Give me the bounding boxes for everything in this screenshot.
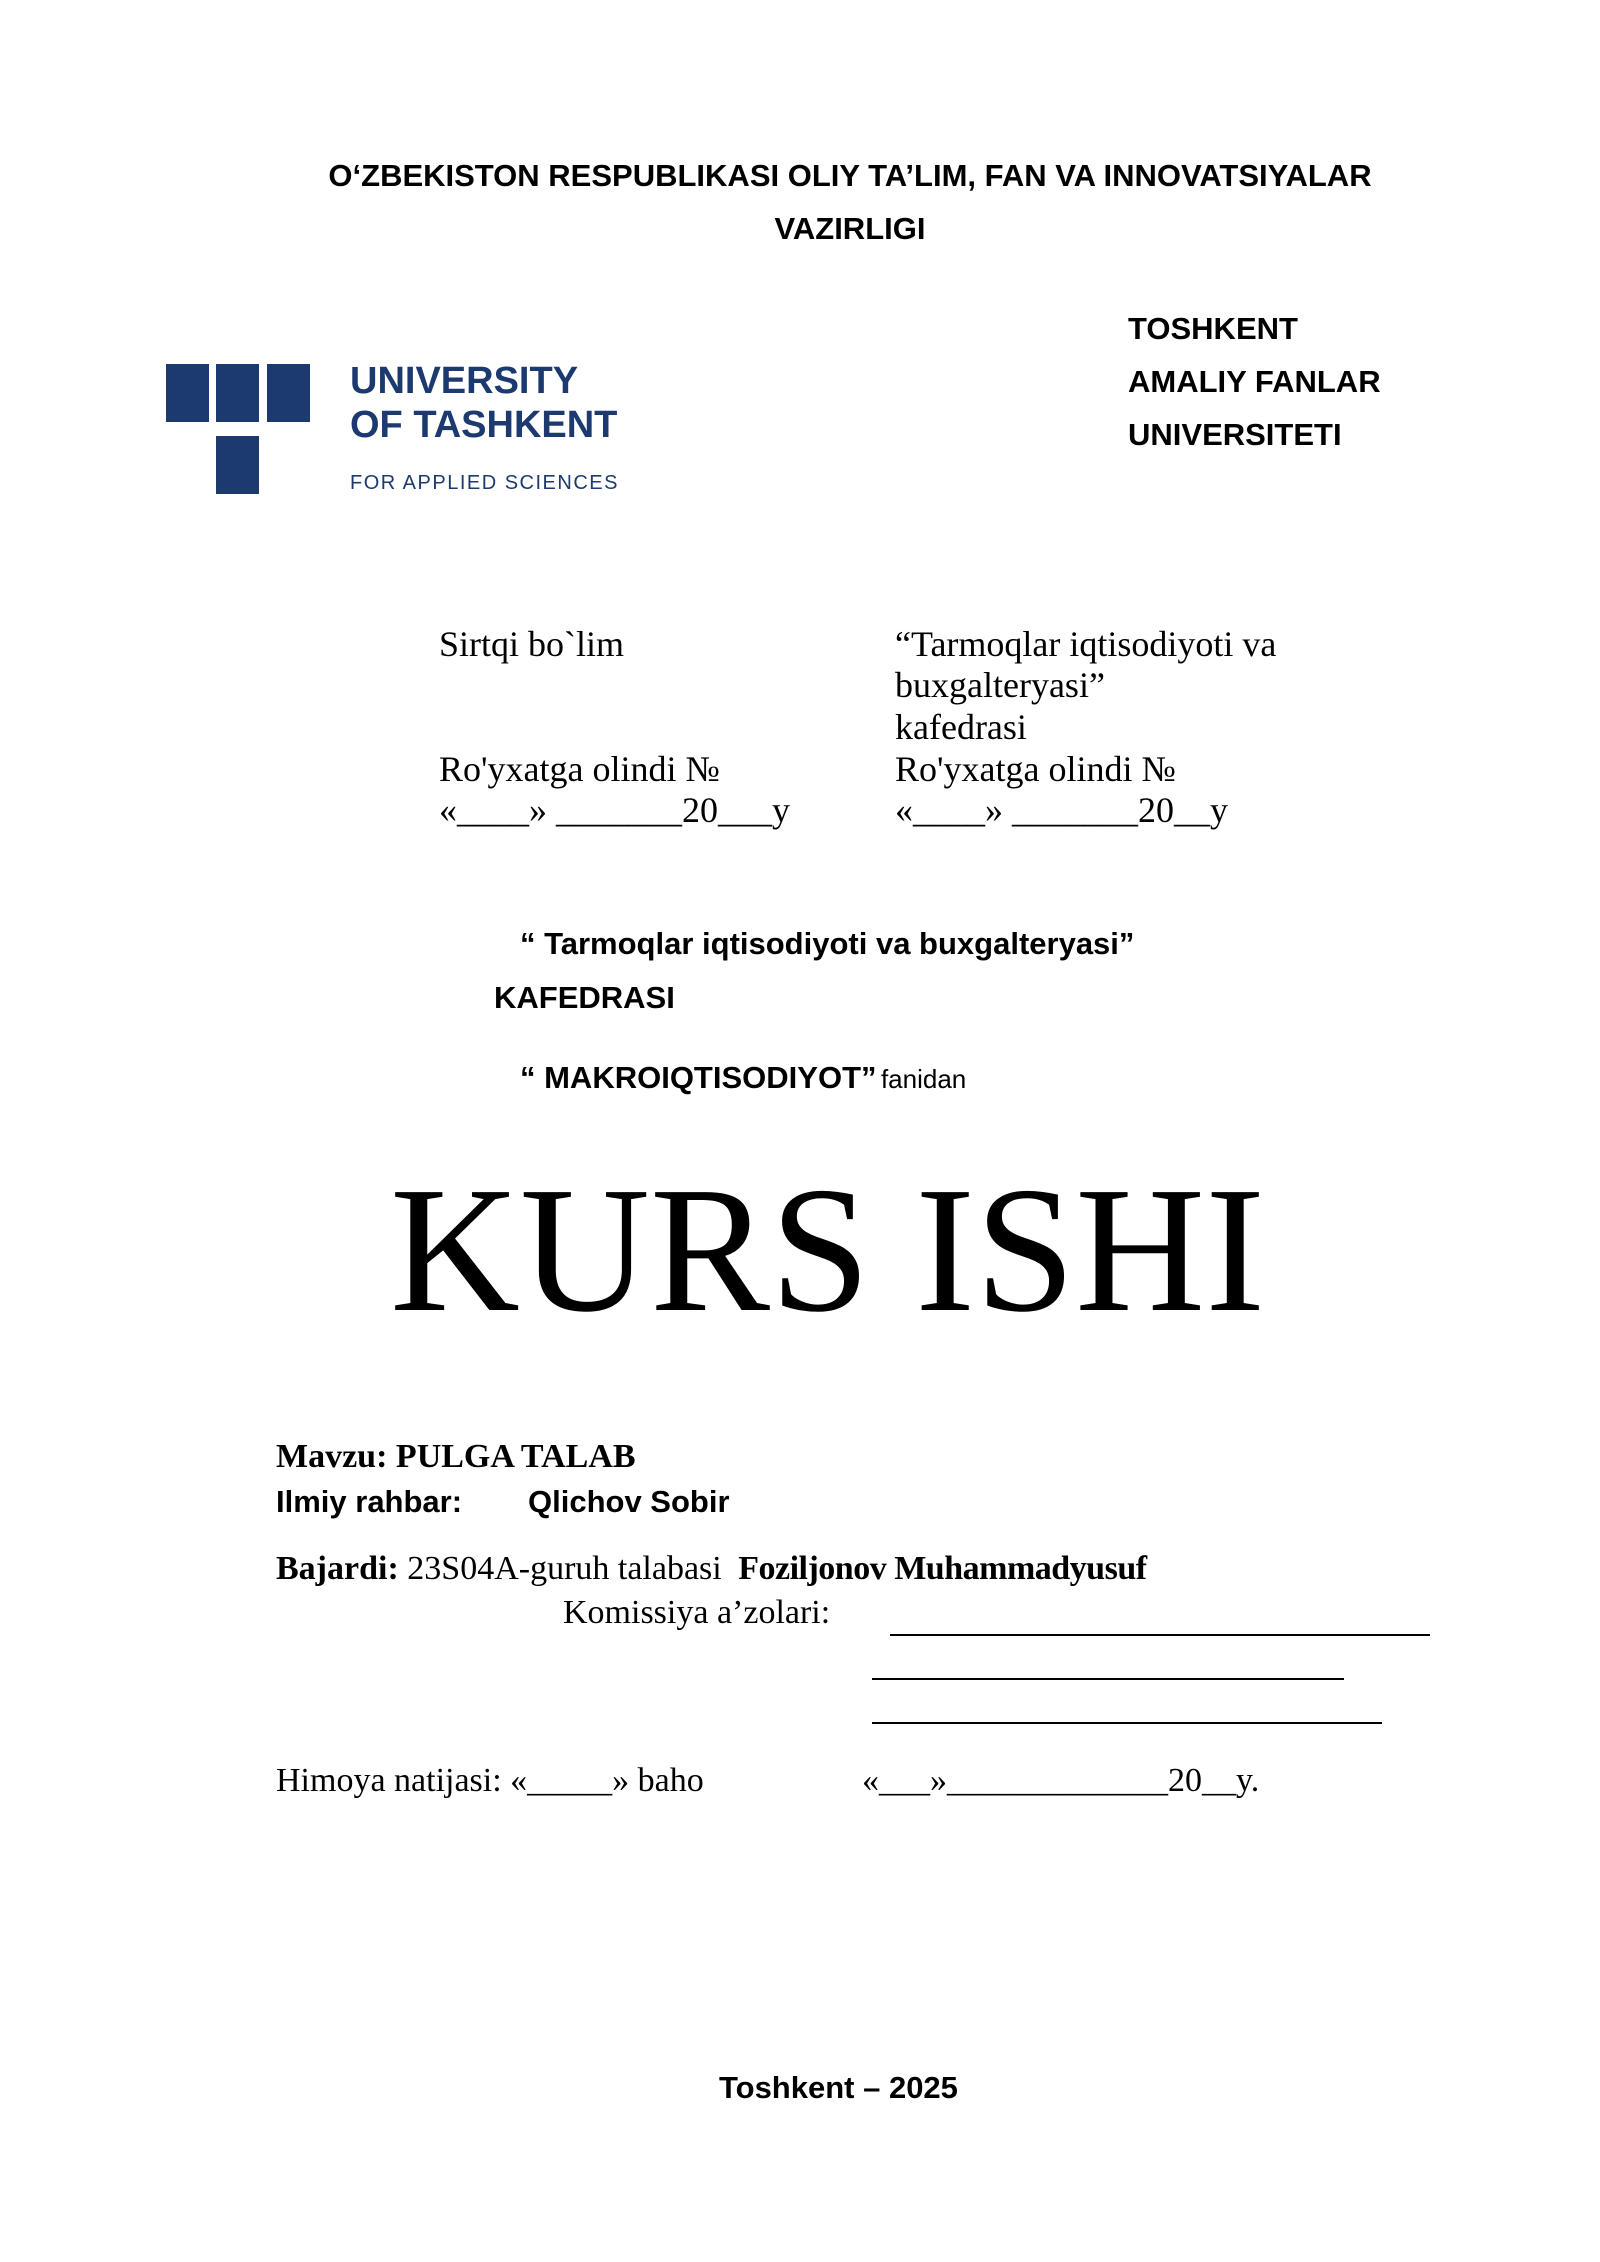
university-name-line1: TOSHKENT (1128, 311, 1298, 346)
university-logo-icon (166, 364, 310, 494)
advisor-value: Qlichov Sobir (528, 1484, 730, 1519)
commission-signature-line-3 (872, 1722, 1382, 1724)
right-department-line1: “Tarmoqlar iqtisodiyoti va (895, 624, 1277, 664)
subject-name: “ MAKROIQTISODIYOT” (520, 1060, 877, 1095)
logo-text-line2: OF TASHKENT (350, 404, 618, 446)
done-line (276, 1550, 1147, 1588)
topic-label: Mavzu: (276, 1438, 388, 1475)
subject-suffix: fanidan (880, 1064, 967, 1094)
logo-text-line3: FOR APPLIED SCIENCES (350, 472, 619, 494)
department-title: “ Tarmoqlar iqtisodiyoti va buxgalteryasi” (520, 926, 1135, 961)
commission-label: Komissiya a’zolari: (563, 1594, 831, 1631)
done-label: Bajardi: (276, 1550, 399, 1587)
right-registration-date: «____» _______20__y (895, 790, 1228, 830)
topic-line (276, 1438, 636, 1476)
subject-line (520, 1060, 966, 1096)
department-subtitle: KAFEDRASI (494, 980, 675, 1015)
advisor-label: Ilmiy rahbar: (276, 1484, 463, 1519)
topic-value: PULGA TALAB (395, 1438, 636, 1475)
commission-signature-line-2 (872, 1678, 1344, 1680)
department-section-label: Sirtqi bo`lim (439, 624, 625, 664)
done-group: 23S04A-guruh talabasi (407, 1550, 722, 1587)
ministry-title-line1: O‘ZBEKISTON RESPUBLIKASI OLIY TA’LIM, FAN VA INNOVATSIYALAR (328, 158, 1372, 193)
ministry-title-line2: VAZIRLIGI (774, 211, 926, 246)
defense-result: Himoya natijasi: «_____» baho (276, 1762, 704, 1799)
defense-date: «___»_____________20__y. (862, 1762, 1260, 1799)
right-registration-label: Ro'yxatga olindi № (895, 749, 1176, 789)
left-registration-date: «____» _______20___y (439, 790, 790, 830)
footer-city-year: Toshkent – 2025 (719, 2070, 958, 2105)
student-name: Foziljonov Muhammadyusuf (738, 1550, 1147, 1587)
left-registration-label: Ro'yxatga olindi № (439, 749, 720, 789)
commission-signature-line-1 (890, 1634, 1430, 1636)
university-name-line3: UNIVERSITETI (1128, 417, 1342, 452)
university-name-line2: AMALIY FANLAR (1128, 364, 1381, 399)
document-title: KURS ISHI (390, 1150, 1266, 1349)
logo-text-line1: UNIVERSITY (350, 360, 579, 402)
right-department-line2: buxgalteryasi” (895, 665, 1105, 705)
right-department-line3: kafedrasi (895, 707, 1027, 747)
